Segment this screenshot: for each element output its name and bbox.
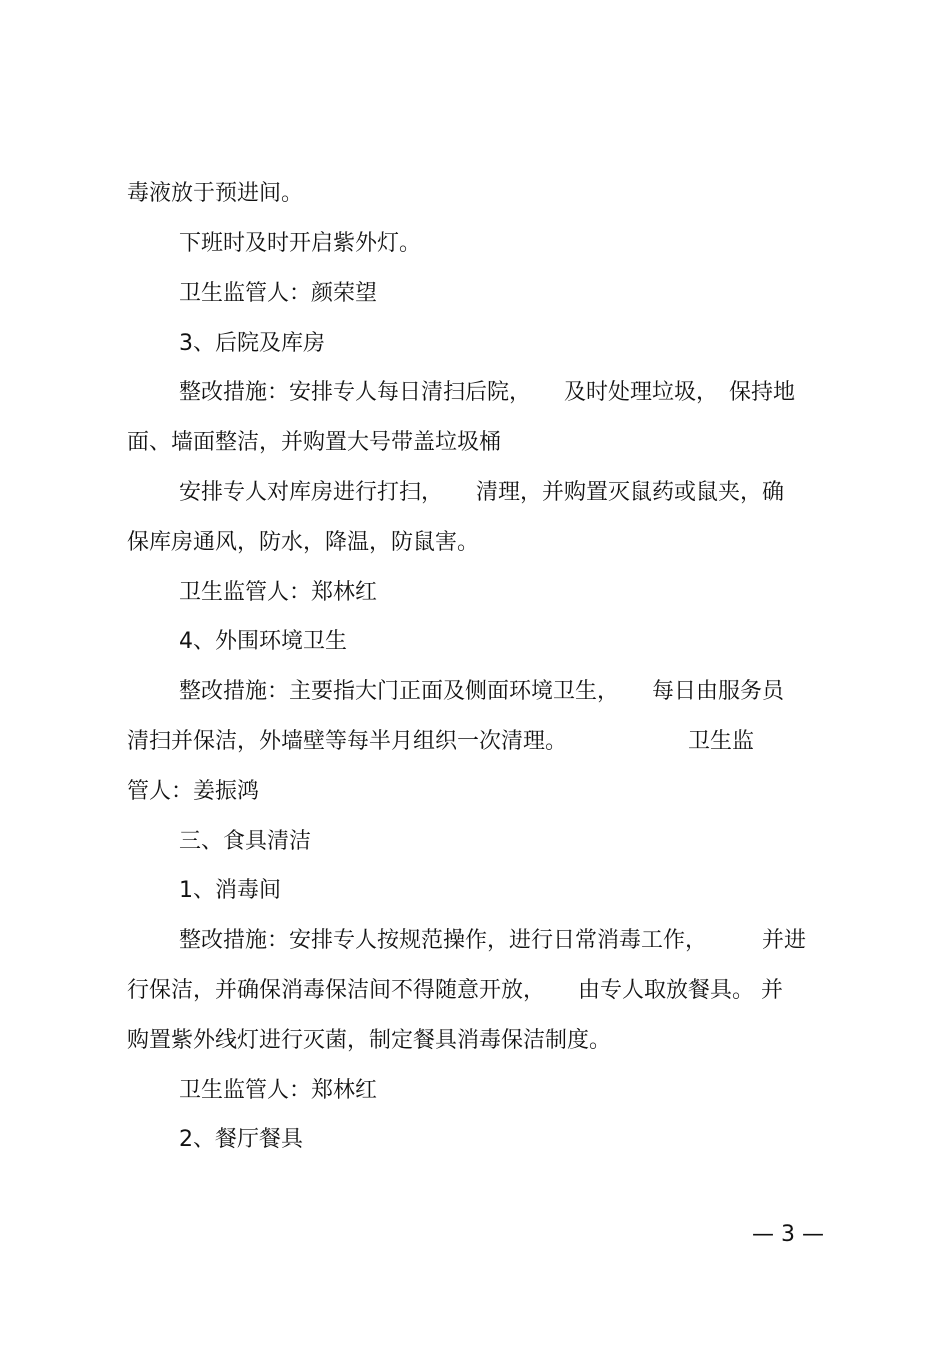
text-line: 保库房通风，防水，降温，防鼠害。	[127, 530, 480, 555]
section-heading: 4、外围环境卫生	[179, 629, 347, 654]
text-line: 卫生监管人：郑林红	[179, 1078, 378, 1103]
page-number: — 3 —	[752, 1222, 824, 1247]
text-line: 清扫并保洁，外墙壁等每半月组织一次清理。 卫生监	[127, 729, 755, 754]
text-line: 整改措施：主要指大门正面及侧面环境卫生， 每日由服务员	[179, 679, 785, 704]
text-line: 整改措施：安排专人每日清扫后院， 及时处理垃圾， 保持地	[179, 380, 796, 405]
text-line: 整改措施：安排专人按规范操作，进行日常消毒工作， 并进	[179, 928, 807, 953]
text-line: 毒液放于预进间。	[127, 181, 304, 206]
text-line: 下班时及时开启紫外灯。	[179, 231, 422, 256]
text-line: 安排专人对库房进行打扫， 清理，并购置灭鼠药或鼠夹，确	[179, 480, 785, 505]
section-heading: 3、后院及库房	[179, 331, 325, 356]
text-line: 面、墙面整洁，并购置大号带盖垃圾桶	[127, 430, 502, 455]
text-line: 购置紫外线灯进行灭菌，制定餐具消毒保洁制度。	[127, 1028, 612, 1053]
text-line: 卫生监管人：颜荣望	[179, 281, 378, 306]
text-line: 管人：姜振鸿	[127, 779, 260, 804]
section-heading: 1、消毒间	[179, 878, 281, 903]
text-line: 行保洁，并确保消毒保洁间不得随意开放， 由专人取放餐具。 并	[127, 978, 783, 1003]
text-line: 卫生监管人：郑林红	[179, 580, 378, 605]
section-heading: 2、餐厅餐具	[179, 1127, 303, 1152]
section-heading: 三、食具清洁	[179, 829, 312, 854]
